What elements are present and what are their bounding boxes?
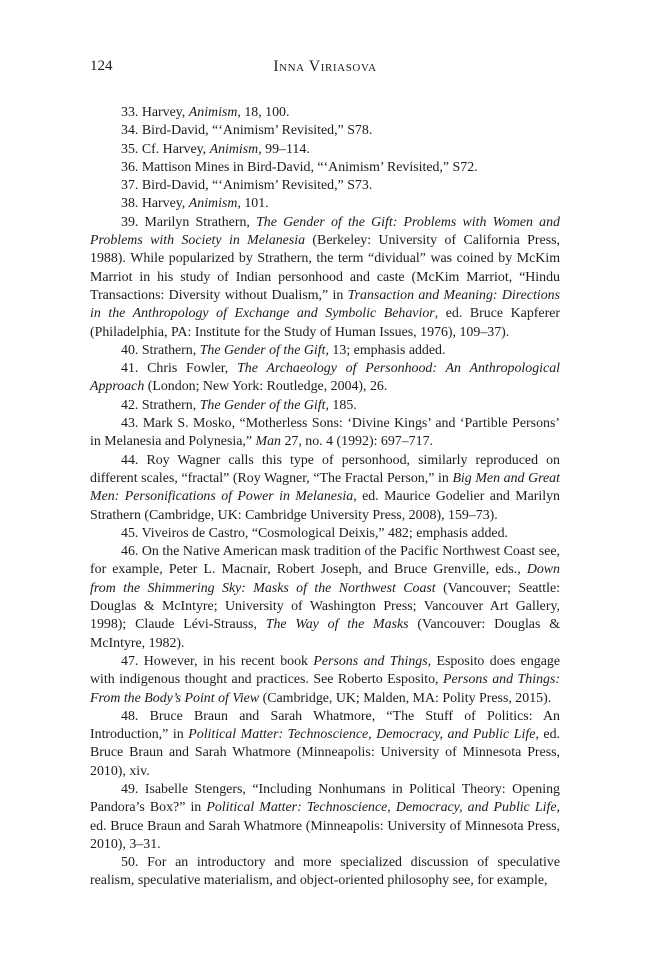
endnote-text: 42. Strathern, (121, 397, 200, 413)
endnote (90, 708, 560, 781)
endnote-text: The Gender of the Gift: Problems with Women and Problems with Society in Melanesia (90, 214, 560, 249)
endnote (90, 415, 560, 452)
endnote-text: Political Matter: Technoscience, Democracy, and Public Life (188, 727, 536, 743)
endnote-text: 44. Roy Wagner calls this type of personhood, similarly reproduced on different scales, “fractal” (Roy Wagner, “The Fractal Person,” in (90, 452, 560, 486)
endnote-text: The Gender of the Gift, (199, 342, 329, 358)
endnote (90, 653, 560, 708)
endnote-text: Big Men and Great Men: Personifications of Power in Melanesia (90, 470, 560, 505)
endnote-text: Persons and Things: From the Body’s Point of View (90, 672, 560, 706)
endnote-text: (Vancouver; Seattle: Douglas & McIntyre; University of Washington Press; Vancouver Art Gallery, 1998); Claude Lévi-Strauss, (90, 580, 560, 633)
page-header (90, 58, 560, 78)
endnote-text: 35. Cf. Harvey, (121, 141, 210, 157)
endnote (90, 854, 560, 891)
endnote-text: Persons and Things, (313, 653, 432, 669)
endnote (90, 452, 560, 525)
endnote-text: , ed. Bruce Kapferer (Philadelphia, PA: Institute for the Study of Human Issues, 1976), 109–37). (90, 306, 560, 340)
endnote-text: 45. Viveiros de Castro, “Cosmological Deixis,” 482; emphasis added. (121, 525, 509, 541)
endnote-text: (London; New York: Routledge, 2004), 26. (144, 379, 388, 395)
endnote (90, 342, 560, 360)
endnote-text: Transaction and Meaning: Directions in the Anthropology of Exchange and Symbolic Behavior (90, 287, 560, 322)
endnote-text: Animism, (188, 105, 241, 120)
endnote-text: (Berkeley: University of California Press, 1988). While popularized by Strathern, the term “dividual” was coined by McKim Marriot in his study of Indian personhood and caste (McKim Marriot, “Hindu Transactions: Diversity without Dualism,” in (90, 233, 560, 303)
endnote-text: 13; emphasis added. (328, 342, 446, 358)
endnote (90, 141, 560, 159)
endnote-text: (Vancouver: Douglas & McIntyre, 1982). (90, 617, 561, 651)
running-head: Inna Viriasova (273, 58, 377, 75)
endnote-text: The Gender of the Gift, (199, 397, 329, 413)
endnote-text: Man (255, 434, 281, 450)
endnote-text: 27, no. 4 (1992): 697–717. (280, 434, 433, 450)
endnote (90, 397, 560, 415)
endnote-text: 41. Chris Fowler, (121, 361, 238, 377)
endnote-text: 185. (328, 397, 357, 413)
endnote-text: 46. On the Native American mask tradition of the Pacific Northwest Coast see, for example, Peter L. Macnair, Robert Joseph, and Bruce Grenville, eds., (90, 544, 560, 578)
endnote-text: , ed. Maurice Godelier and Marilyn Strathern (Cambridge, UK: Cambridge University Press, 2008), 159–73). (90, 489, 560, 523)
endnote-text: The Way of the Masks (265, 617, 409, 633)
endnote-text: 36. Mattison Mines in Bird-David, “‘Animism’ Revisited,” S72. (121, 159, 478, 175)
endnote (90, 360, 560, 397)
endnote-text: , ed. Bruce Braun and Sarah Whatmore (Minneapolis: University of Minnesota Press, 2010), xiv. (90, 727, 561, 779)
endnote (90, 122, 560, 140)
endnote-text: 39. Marilyn Strathern, (121, 214, 257, 230)
endnote (90, 214, 560, 342)
endnote (90, 781, 560, 854)
endnote-text: 40. Strathern, (121, 342, 200, 358)
endnote-text: (Cambridge, UK; Malden, MA: Polity Press, 2015). (259, 690, 552, 706)
endnote-text: 49. Isabelle Stengers, “Including Nonhumans in Political Theory: Opening Pandora’s Box?” in (90, 781, 560, 816)
endnote-text: 37. Bird-David, “‘Animism’ Revisited,” S73. (121, 178, 373, 194)
endnote-text: 33. Harvey, (121, 105, 189, 120)
endnote-text: 101. (240, 196, 269, 212)
endnote-text: 47. However, in his recent book (121, 653, 314, 669)
page-number: 124 (90, 58, 113, 74)
endnote (90, 159, 560, 177)
endnote-text: Political Matter: Technoscience, Democracy, and Public Life (206, 800, 557, 816)
endnote (90, 104, 560, 122)
endnote-text: 50. For an introductory and more specialized discussion of speculative realism, speculative materialism, and object-oriented philosophy see, for example, (90, 855, 560, 889)
endnotes-list (90, 104, 560, 891)
endnote-text: Down from the Shimmering Sky: Masks of the Northwest Coast (90, 562, 560, 596)
endnote-text: 99–114. (261, 141, 310, 157)
endnote-text: 43. Mark S. Mosko, “Motherless Sons: ‘Divine Kings’ and ‘Partible Persons’ in Melanesia and Polynesia,” (90, 416, 560, 450)
endnote-text: Animism, (209, 141, 262, 157)
endnote-text: 38. Harvey, (121, 196, 189, 212)
endnote-text: Animism, (188, 196, 241, 212)
endnote-text: The Archaeology of Personhood: An Anthropological Approach (90, 361, 561, 395)
endnote (90, 525, 560, 543)
endnote (90, 543, 560, 653)
endnote (90, 195, 560, 213)
endnote (90, 177, 560, 195)
endnote-text: 48. Bruce Braun and Sarah Whatmore, “The Stuff of Politics: An Introduction,” in (90, 708, 560, 743)
endnote-text: Esposito does engage with indigenous thought and practices. See Roberto Esposito, (90, 653, 560, 688)
endnote-text: , ed. Bruce Braun and Sarah Whatmore (Minneapolis: University of Minnesota Press, 2010), 3–31. (90, 800, 561, 852)
endnote-text: 18, 100. (240, 105, 290, 120)
endnote-text: 34. Bird-David, “‘Animism’ Revisited,” S78. (121, 123, 373, 139)
